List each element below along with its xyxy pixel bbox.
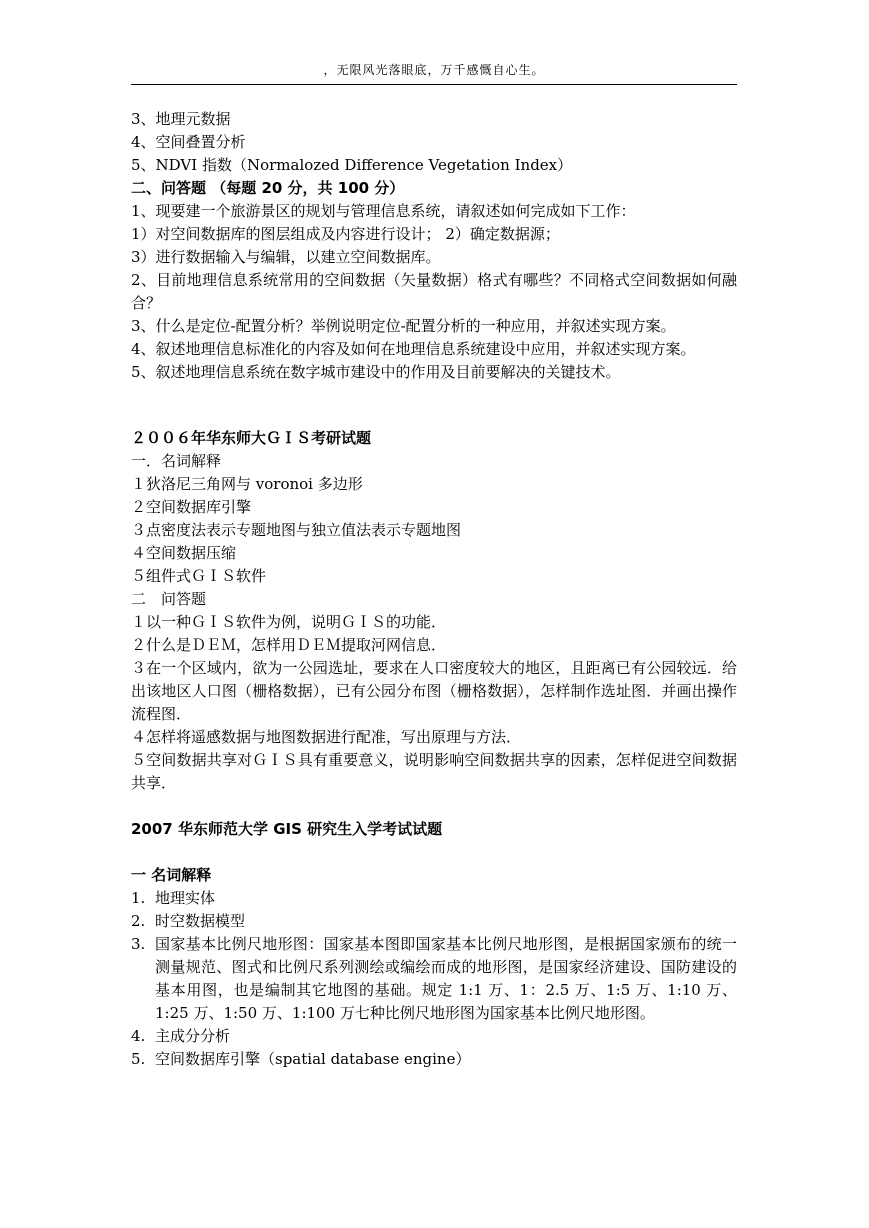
term-item: ３点密度法表示专题地图与独立值法表示专题地图	[131, 521, 462, 539]
question-item: ２什么是ＤＥＭ，怎样用ＤＥＭ提取河网信息．	[131, 636, 447, 654]
list-text: 国家基本比例尺地形图：国家基本图即国家基本比例尺地形图，是根据国家颁布的统一测量规范、图式和比例尺系列测绘或编绘而成的地形图，是国家经济建设、国防建设的基本用图，也是编制其它地图的基础。规定 1:1 万、1：2.5 万、1:5 万、1:10 万、1:25 万、1:50 万、1:100 万七种比例尺地形图为国家基本比例尺地形图。	[155, 935, 737, 1022]
question-item: 2、目前地理信息系统常用的空间数据（矢量数据）格式有哪些？不同格式空间数据如何融合？	[131, 271, 737, 312]
document-body	[131, 108, 737, 1071]
list-number: 1.	[131, 889, 146, 907]
exam-title-2007: 2007 华东师范大学 GIS 研究生入学考试试题	[131, 820, 443, 838]
question-item: 4、叙述地理信息标准化的内容及如何在地理信息系统建设中应用，并叙述实现方案。	[131, 340, 696, 358]
question-item: １以一种ＧＩＳ软件为例，说明ＧＩＳ的功能．	[131, 613, 447, 631]
qa-heading: 二、问答题 （每题 20 分，共 100 分）	[131, 179, 405, 197]
page-header: ，无限风光落眼底，万千感慨自心生。	[131, 58, 737, 85]
list-text: 空间数据库引擎（spatial database engine）	[155, 1050, 471, 1068]
term-item: ４空间数据压缩	[131, 544, 237, 562]
term-item: 4、空间叠置分析	[131, 133, 246, 151]
question-item: 5、叙述地理信息系统在数字城市建设中的作用及目前要解决的关键技术。	[131, 363, 621, 381]
list-item	[131, 933, 737, 1025]
section-heading: 一．名词解释	[131, 452, 222, 470]
question-subitem: 1）对空间数据库的图层组成及内容进行设计； 2）确定数据源；	[131, 225, 560, 243]
list-number: 2.	[131, 912, 146, 930]
list-item	[131, 887, 737, 910]
section-heading: 二 问答题	[131, 590, 207, 608]
term-item: 5、NDVI 指数（Normalozed Difference Vegetation Index）	[131, 156, 573, 174]
list-item	[131, 1025, 737, 1048]
list-text: 主成分分析	[155, 1027, 231, 1045]
question-item: ５空间数据共享对ＧＩＳ具有重要意义，说明影响空间数据共享的因素，怎样促进空间数据共享．	[131, 751, 737, 792]
question-item: ４怎样将遥感数据与地图数据进行配准，写出原理与方法．	[131, 728, 522, 746]
list-number: 3.	[131, 935, 146, 953]
term-item: ５组件式ＧＩＳ软件	[131, 567, 267, 585]
list-item	[131, 1048, 737, 1071]
question-subitem: 3）进行数据输入与编辑，以建立空间数据库。	[131, 248, 441, 266]
list-text: 地理实体	[155, 889, 216, 907]
term-item: ２空间数据库引擎	[131, 498, 252, 516]
section-heading: 一 名词解释	[131, 866, 212, 884]
list-number: 5.	[131, 1050, 146, 1068]
question-item: 1、现要建一个旅游景区的规划与管理信息系统，请叙述如何完成如下工作：	[131, 202, 636, 220]
question-item: 3、什么是定位-配置分析？举例说明定位-配置分析的一种应用，并叙述实现方案。	[131, 317, 676, 335]
term-item: １狄洛尼三角网与 voronoi 多边形	[131, 475, 363, 493]
exam-title-2006: ２００６年华东师大ＧＩＳ考研试题	[131, 429, 372, 447]
list-text: 时空数据模型	[155, 912, 246, 930]
question-item: ３在一个区域内，欲为一公园选址，要求在人口密度较大的地区，且距离已有公园较远．给出该地区人口图（栅格数据），已有公园分布图（栅格数据），怎样制作选址图．并画出操作流程图．	[131, 659, 737, 723]
list-number: 4.	[131, 1027, 146, 1045]
list-item	[131, 910, 737, 933]
term-item: 3、地理元数据	[131, 110, 231, 128]
